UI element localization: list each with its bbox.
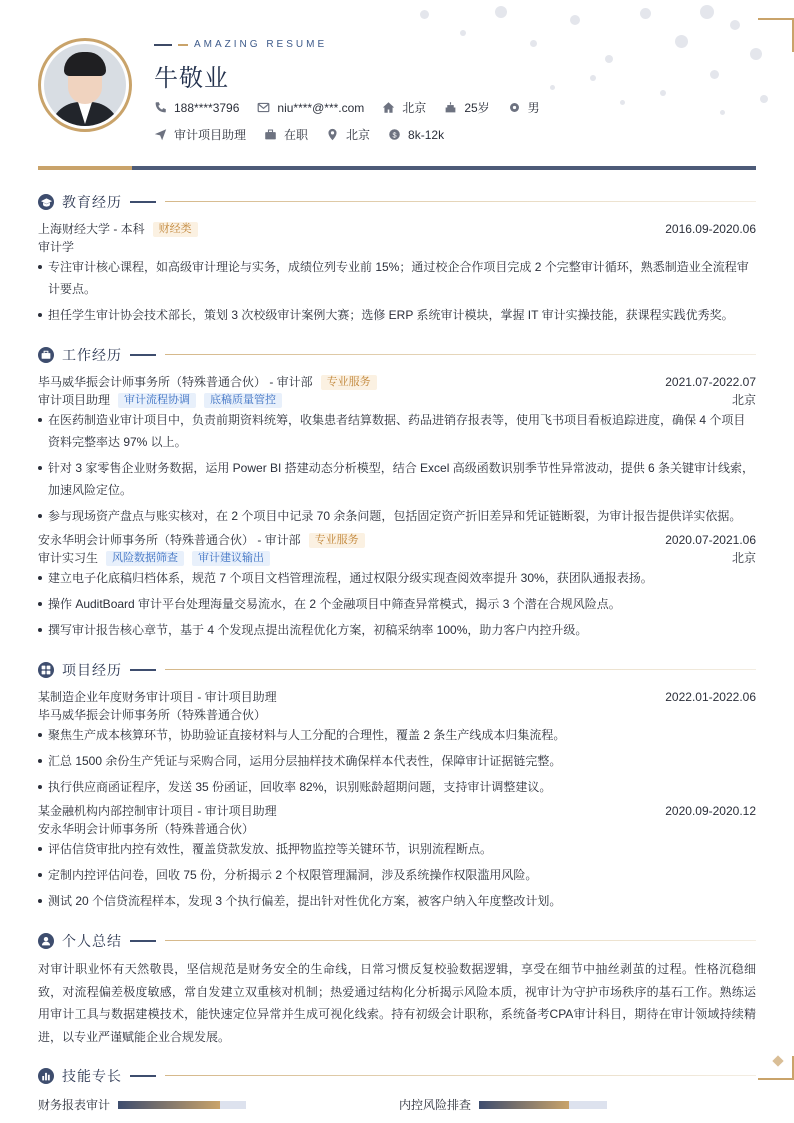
list-item: 评估信贷审批内控有效性，覆盖贷款发放、抵押物监控等关键环节，识别流程断点。 [38, 838, 756, 860]
salary-item [388, 128, 444, 142]
tagline-text: AMAZING RESUME [194, 39, 328, 50]
section-header-skills [38, 1066, 156, 1086]
project-row-title [38, 689, 756, 705]
svg-text:$: $ [392, 130, 397, 140]
project-org: 安永华明会计师事务所（特殊普通合伙） [38, 822, 255, 836]
work-row-company [38, 374, 756, 390]
gender-text: 男 [527, 101, 540, 115]
avatar [38, 38, 132, 132]
job-intent-row [154, 126, 462, 143]
list-item: 在医药制造业审计项目中，负责前期资料统筹，收集患者结算数据、药品进销存报表等，使用飞书项目看板追踪进度，确保 4 个项目资料完整率达 97% 以上。 [38, 409, 756, 453]
grid-icon [38, 662, 54, 678]
list-item: 撰写审计报告核心章节，基于 4 个发现点提出流程优化方案，初稿采纳率 100%，助力客户内控升级。 [38, 619, 756, 641]
section-header-summary [38, 931, 156, 951]
mail-icon [257, 101, 270, 114]
list-item: 测试 20 个信贷流程样本，发现 3 个执行偏差，提出针对性优化方案，被客户纳入年度整改计划。 [38, 890, 756, 912]
location-pin-icon [326, 128, 339, 141]
phone-text: 188****3796 [174, 100, 240, 115]
work-row-role [38, 392, 756, 408]
email-text: niu****@***.com [277, 100, 365, 115]
target-city-item [326, 126, 370, 143]
briefcase-icon [264, 128, 277, 141]
role-tag: 底稿质量管控 [204, 393, 282, 408]
section-title: 个人总结 [62, 933, 122, 949]
project-row-title [38, 803, 756, 819]
school-tag: 财经类 [153, 222, 198, 237]
section-header-work [38, 345, 156, 365]
city-text: 北京 [402, 101, 427, 115]
list-item: 专注审计核心课程，如高级审计理论与实务，成绩位列专业前 15%；通过校企合作项目完成 2 个完整审计循环，熟悉制造业全流程审计要点。 [38, 256, 756, 300]
section-title: 技能专长 [62, 1068, 122, 1084]
project-date: 2020.09-2020.12 [665, 804, 756, 818]
company-tag: 专业服务 [309, 533, 365, 548]
project-date: 2022.01-2022.06 [665, 690, 756, 704]
send-icon [154, 128, 167, 141]
skill-bar [118, 1101, 246, 1109]
work-date: 2020.07-2021.06 [665, 533, 756, 547]
company-name: 毕马威华振会计师事务所（特殊普通合伙） - 审计部 [38, 375, 313, 389]
project-title: 某金融机构内部控制审计项目 - 审计项目助理 [38, 804, 277, 818]
list-item: 汇总 1500 余份生产凭证与采购合同，运用分层抽样技术确保样本代表性，保障审计证据链完整。 [38, 750, 756, 772]
age-text: 25岁 [464, 101, 490, 115]
section-header-projects [38, 660, 156, 680]
header-divider [38, 166, 756, 170]
status-item [264, 126, 308, 143]
role-title: 审计项目助理 [38, 393, 111, 407]
city-item [382, 99, 426, 116]
phone-item [154, 101, 239, 115]
bar-chart-icon [38, 1068, 54, 1084]
list-item: 建立电子化底稿归档体系，规范 7 个项目文档管理流程，通过权限分级实现查阅效率提升 30%，获团队通报表扬。 [38, 567, 756, 589]
section-title: 工作经历 [62, 347, 122, 363]
education-date: 2016.09-2020.06 [665, 222, 756, 236]
resume-tagline [154, 39, 327, 50]
home-icon [382, 101, 395, 114]
list-item: 针对 3 家零售企业财务数据，运用 Power BI 搭建动态分析模型，结合 Excel 高级函数识别季节性异常波动，提供 6 条关键审计线索，加速风险定位。 [38, 457, 756, 501]
work-city: 北京 [731, 393, 756, 407]
phone-icon [154, 101, 167, 114]
skill-bar [479, 1101, 607, 1109]
salary-text: 8k-12k [408, 127, 445, 142]
work-row-company [38, 532, 756, 548]
skill-name: 财务报表审计 [38, 1098, 111, 1112]
gender-icon [508, 101, 521, 114]
section-title: 教育经历 [62, 194, 122, 210]
role-tag: 审计流程协调 [118, 393, 196, 408]
list-item: 担任学生审计协会技术部长，策划 3 次校级审计案例大赛；选修 ERP 系统审计模块，掌握 IT 审计实操技能，获课程实践优秀奖。 [38, 304, 756, 326]
candidate-name: 牛敬业 [154, 65, 229, 92]
summary-text: 对审计职业怀有天然敬畏，坚信规范是财务安全的生命线，日常习惯反复校验数据逻辑，享受在细节中抽丝剥茧的过程。性格沉稳细致，对流程偏差极度敏感，常自发建立双重核对机制；热爱通过结构化分析揭示风险本质，视审计为守护市场秩序的基石工作。熟练运用审计工具与数据建模技术，能快速定位异常并生成可视化线索。持有初级会计职称，系统备考CPA审计科目，期待在审计领域持续精进，以专业严谨赋能企业合规发展。 [38, 962, 756, 1044]
list-item: 执行供应商函证程序，发送 35 份函证，回收率 82%，识别账龄超期问题，支持审计调整建议。 [38, 776, 756, 798]
gender-item [508, 99, 540, 116]
skill-name: 内控风险排查 [399, 1098, 472, 1112]
list-item: 聚焦生产成本核算环节，协助验证直接材料与人工分配的合理性，覆盖 2 条生产线成本归集流程。 [38, 724, 756, 746]
education-row [38, 221, 756, 237]
role-title: 审计实习生 [38, 551, 99, 565]
major-text: 审计学 [38, 240, 75, 254]
target-city-text: 北京 [346, 128, 371, 142]
money-icon [388, 128, 401, 141]
work-row-role [38, 550, 756, 566]
list-item: 定制内控评估问卷，回收 75 份，分析揭示 2 个权限管理漏洞，涉及系统操作权限滥用风险。 [38, 864, 756, 886]
skill-item [399, 1096, 607, 1113]
role-tag: 审计建议输出 [192, 551, 270, 566]
section-title: 项目经历 [62, 662, 122, 678]
work-city: 北京 [731, 551, 756, 565]
contact-info-row [154, 99, 558, 116]
user-icon [38, 933, 54, 949]
list-item: 参与现场资产盘点与账实核对，在 2 个项目中记录 70 余条问题，包括固定资产折旧差异和凭证链断裂，为审计报告提供详实依据。 [38, 505, 756, 527]
school-name: 上海财经大学 - 本科 [38, 222, 145, 236]
corner-decoration-top [758, 18, 794, 52]
section-header-education [38, 192, 156, 212]
company-name: 安永华明会计师事务所（特殊普通合伙） - 审计部 [38, 533, 301, 547]
list-item: 操作 AuditBoard 审计平台处理海量交易流水，在 2 个金融项目中筛查异常模式，揭示 3 个潜在合规风险点。 [38, 593, 756, 615]
project-org: 毕马威华振会计师事务所（特殊普通合伙） [38, 708, 267, 722]
cake-icon [444, 101, 457, 114]
graduation-cap-icon [38, 194, 54, 210]
age-item [444, 99, 489, 116]
project-title: 某制造企业年度财务审计项目 - 审计项目助理 [38, 690, 277, 704]
company-tag: 专业服务 [321, 375, 377, 390]
target-role-text: 审计项目助理 [174, 128, 247, 142]
skill-item [38, 1096, 246, 1113]
work-date: 2021.07-2022.07 [665, 375, 756, 389]
status-text: 在职 [284, 128, 309, 142]
briefcase-icon [38, 347, 54, 363]
email-item [257, 101, 364, 115]
role-tag: 风险数据筛查 [106, 551, 184, 566]
target-role-item [154, 126, 246, 143]
